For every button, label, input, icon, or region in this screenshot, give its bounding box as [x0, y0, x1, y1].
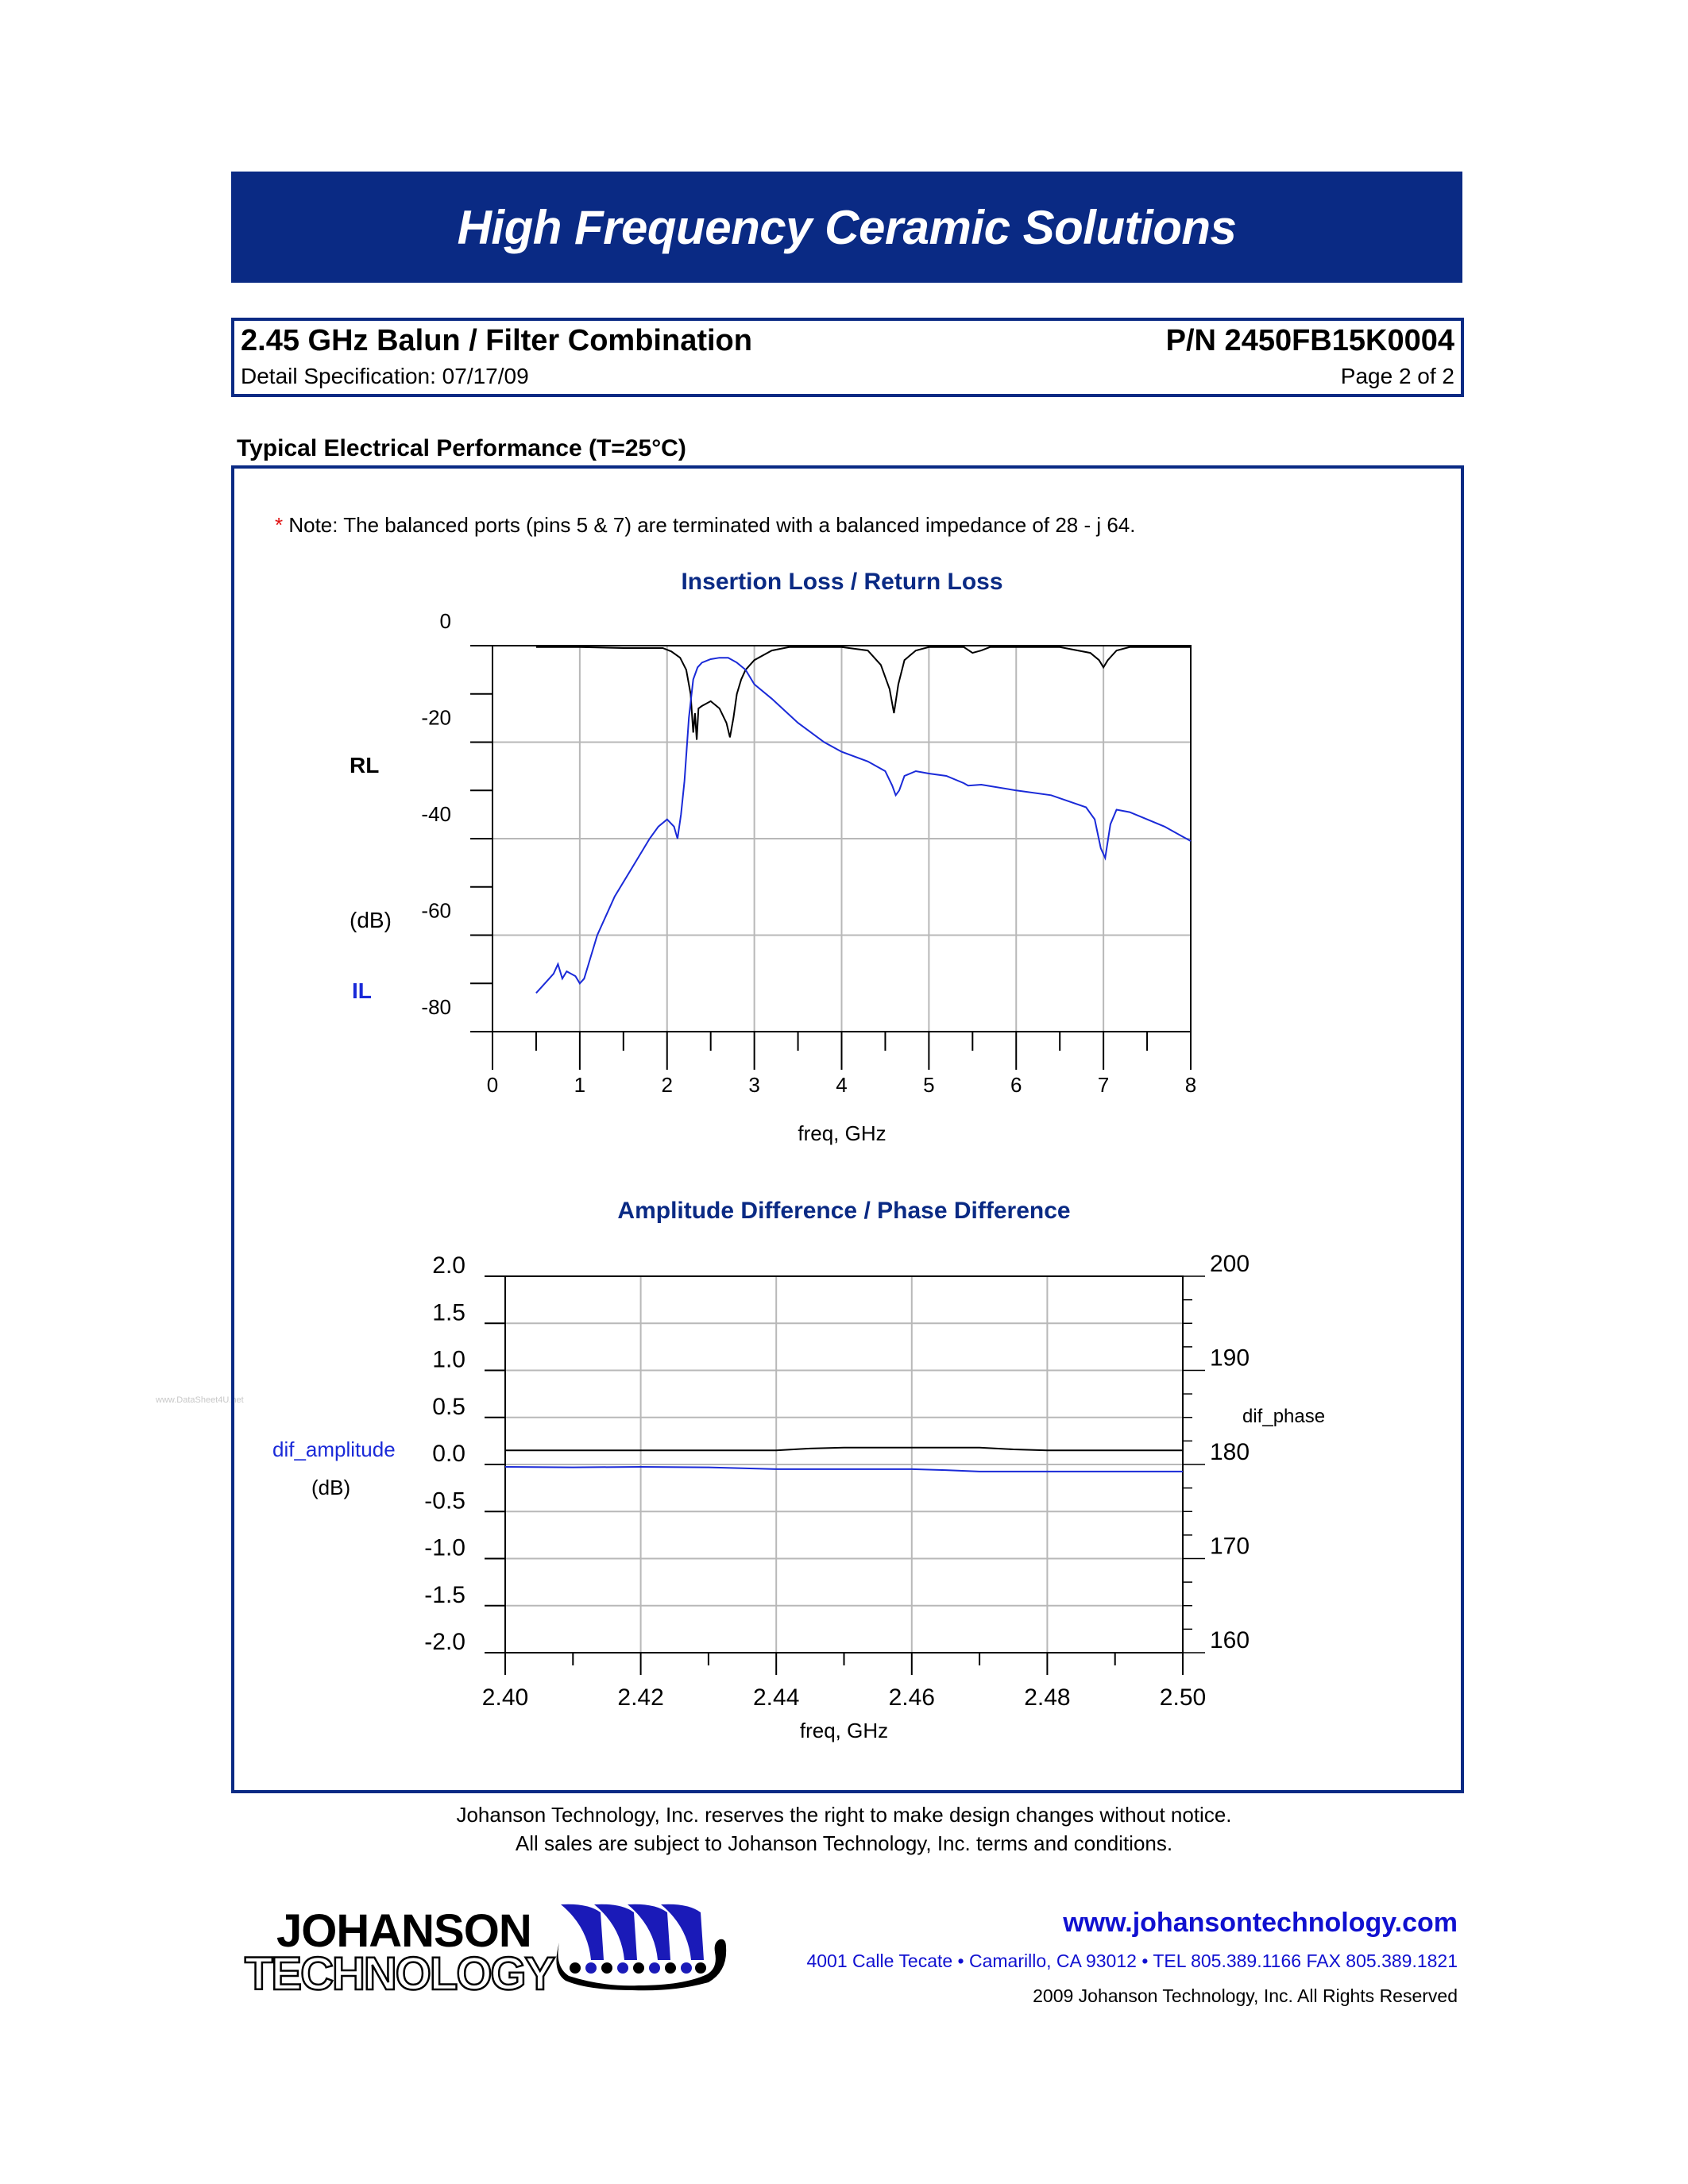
logo-johanson-text: JOHANSON — [276, 1905, 531, 1957]
svg-text:6: 6 — [1010, 1073, 1022, 1097]
svg-text:2.0: 2.0 — [432, 1252, 465, 1279]
copyright: 2009 Johanson Technology, Inc. All Rights Reserved — [1033, 1985, 1458, 2006]
page-indicator: Page 2 of 2 — [1340, 364, 1454, 388]
part-number: P/N 2450FB15K0004 — [1165, 324, 1454, 357]
chart2-title: Amplitude Difference / Phase Difference — [617, 1198, 1071, 1224]
svg-text:4: 4 — [836, 1073, 848, 1097]
svg-text:2.44: 2.44 — [753, 1684, 800, 1711]
svg-text:-1.5: -1.5 — [424, 1581, 465, 1608]
il-axis-label: IL — [352, 978, 372, 1003]
series-rl — [536, 647, 1191, 740]
dif-amplitude-unit: (dB) — [311, 1476, 351, 1499]
svg-text:190: 190 — [1210, 1345, 1250, 1372]
detail-specification: Detail Specification: 07/17/09 — [241, 364, 529, 388]
series-il — [536, 658, 1191, 993]
chart1-title: Insertion Loss / Return Loss — [681, 569, 1003, 595]
svg-text:3: 3 — [748, 1073, 760, 1097]
disclaimer-terms: All sales are subject to Johanson Technology, Inc. terms and conditions. — [515, 1831, 1173, 1855]
svg-text:1: 1 — [574, 1073, 586, 1097]
svg-text:-40: -40 — [421, 802, 451, 826]
watermark: www.DataSheet4U.net — [156, 1395, 244, 1405]
product-title: 2.45 GHz Balun / Filter Combination — [241, 324, 752, 357]
disclaimer-design-changes: Johanson Technology, Inc. reserves the right to make design changes without notice. — [456, 1803, 1232, 1827]
svg-text:160: 160 — [1210, 1627, 1250, 1653]
svg-text:2.50: 2.50 — [1159, 1684, 1207, 1711]
db-axis-label: (dB) — [350, 908, 392, 932]
svg-text:-1.0: -1.0 — [424, 1534, 465, 1561]
dif-phase-label: dif_phase — [1242, 1406, 1326, 1427]
svg-text:2.42: 2.42 — [617, 1684, 664, 1711]
note-asterisk: * — [275, 513, 284, 537]
svg-text:1.5: 1.5 — [432, 1299, 465, 1326]
svg-text:0: 0 — [486, 1073, 499, 1097]
svg-text:-80: -80 — [421, 995, 451, 1019]
amplitude-phase-difference-chart — [0, 1191, 1688, 1747]
website-link[interactable]: www.johansontechnology.com — [1063, 1908, 1458, 1938]
svg-text:0.0: 0.0 — [432, 1441, 465, 1467]
svg-text:0: 0 — [439, 609, 451, 633]
company-address: 4001 Calle Tecate • Camarillo, CA 93012 • TEL 805.389.1166 FAX 805.389.1821 — [806, 1951, 1458, 1971]
svg-text:-2.0: -2.0 — [424, 1629, 465, 1655]
dif-amplitude-label: dif_amplitude — [272, 1437, 396, 1461]
svg-text:-0.5: -0.5 — [424, 1488, 465, 1515]
series-dif_phase — [505, 1448, 1183, 1451]
series-dif_amplitude — [505, 1467, 1183, 1472]
chart2-xlabel: freq, GHz — [799, 1719, 889, 1742]
chart1-xlabel: freq, GHz — [798, 1121, 886, 1145]
svg-text:1.0: 1.0 — [432, 1346, 465, 1373]
svg-text:-20: -20 — [421, 705, 451, 730]
svg-text:8: 8 — [1184, 1073, 1197, 1097]
svg-text:5: 5 — [923, 1073, 935, 1097]
note-text: Note: The balanced ports (pins 5 & 7) are terminated with a balanced impedance of 28 - j 64. — [283, 513, 1136, 537]
svg-text:0.5: 0.5 — [432, 1393, 465, 1420]
svg-text:2.46: 2.46 — [888, 1684, 935, 1711]
banner-title: High Frequency Ceramic Solutions — [457, 200, 1237, 254]
svg-text:180: 180 — [1210, 1439, 1250, 1465]
section-title: Typical Electrical Performance (T=25°C) — [237, 435, 686, 461]
svg-text:2.40: 2.40 — [481, 1684, 529, 1711]
viking-ship-logo-icon — [556, 1903, 731, 1992]
rl-axis-label: RL — [350, 753, 380, 778]
svg-text:7: 7 — [1097, 1073, 1110, 1097]
svg-text:200: 200 — [1210, 1251, 1250, 1277]
svg-text:170: 170 — [1210, 1533, 1250, 1560]
svg-text:2: 2 — [661, 1073, 673, 1097]
svg-text:-60: -60 — [421, 898, 451, 923]
logo-technology-text: TECHNOLOGY — [245, 1948, 554, 2000]
svg-text:2.48: 2.48 — [1024, 1684, 1071, 1711]
